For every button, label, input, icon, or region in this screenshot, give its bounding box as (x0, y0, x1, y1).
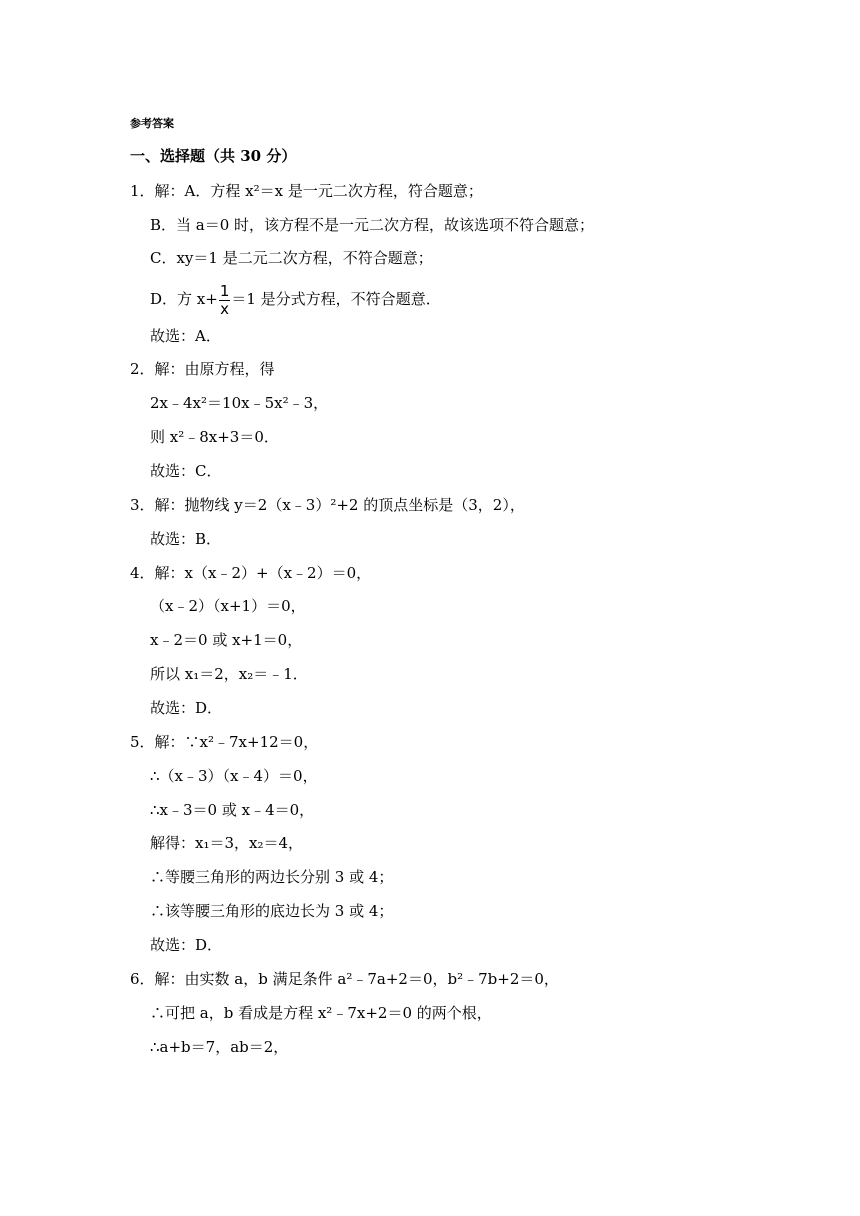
answer-line: 解得：x₁＝3，x₂＝4， (150, 834, 304, 852)
answer-line: 故选：A． (150, 327, 221, 345)
answer-line: ∴a+b＝7，ab＝2， (150, 1038, 289, 1056)
answer-line: 所以 x₁＝2，x₂＝﹣1． (150, 665, 308, 683)
answer-line: ∴可把 a，b 看成是方程 x²﹣7x+2＝0 的两个根， (150, 1004, 492, 1022)
section-heading: 一、选择题（共 30 分） (130, 147, 297, 165)
answer-line: B．当 a＝0 时，该方程不是一元二次方程，故该选项不符合题意； (150, 216, 595, 234)
answer-line: 故选：C． (150, 462, 222, 480)
answer-line: （x﹣2）（x+1）＝0， (150, 597, 306, 615)
answer-line: 2x﹣4x²＝10x﹣5x²﹣3， (150, 394, 329, 412)
answer-line-with-fraction (150, 280, 441, 318)
answer-line: 故选：D． (150, 699, 223, 717)
fraction-denominator: x (220, 299, 230, 318)
answer-key-title: 参考答案 (130, 117, 174, 130)
answer-line: C．xy＝1 是二元二次方程，不符合题意； (150, 249, 433, 267)
answer-line: 故选：B． (150, 530, 222, 548)
fraction (219, 283, 231, 318)
answer-line-part: D．方 x+ (150, 290, 218, 308)
answer-line: ∴（x﹣3）（x﹣4）＝0， (150, 767, 318, 785)
answer-line: 故选：D． (150, 936, 223, 954)
answer-line: 1．解：A．方程 x²＝x 是一元二次方程，符合题意； (130, 182, 483, 200)
answer-line: x﹣2＝0 或 x+1＝0， (150, 631, 303, 649)
answer-line: 3．解：抛物线 y＝2（x﹣3）²+2 的顶点坐标是（3，2）， (130, 496, 525, 514)
answer-line: ∴该等腰三角形的底边长为 3 或 4； (150, 902, 394, 920)
answer-line-part: ＝1 是分式方程，不符合题意． (231, 290, 441, 308)
answer-line: 5．解：∵x²﹣7x+12＝0， (130, 733, 319, 751)
answer-line: 4．解：x（x﹣2）+（x﹣2）＝0， (130, 564, 372, 582)
answer-line: ∴x﹣3＝0 或 x﹣4＝0， (150, 801, 315, 819)
answer-line: 则 x²﹣8x+3＝0． (150, 428, 279, 446)
answer-line: 2．解：由原方程，得 (130, 360, 275, 378)
answer-line: ∴等腰三角形的两边长分别 3 或 4； (150, 868, 394, 886)
answer-line: 6．解：由实数 a，b 满足条件 a²﹣7a+2＝0，b²﹣7b+2＝0， (130, 970, 559, 988)
fraction-numerator: 1 (219, 281, 230, 300)
